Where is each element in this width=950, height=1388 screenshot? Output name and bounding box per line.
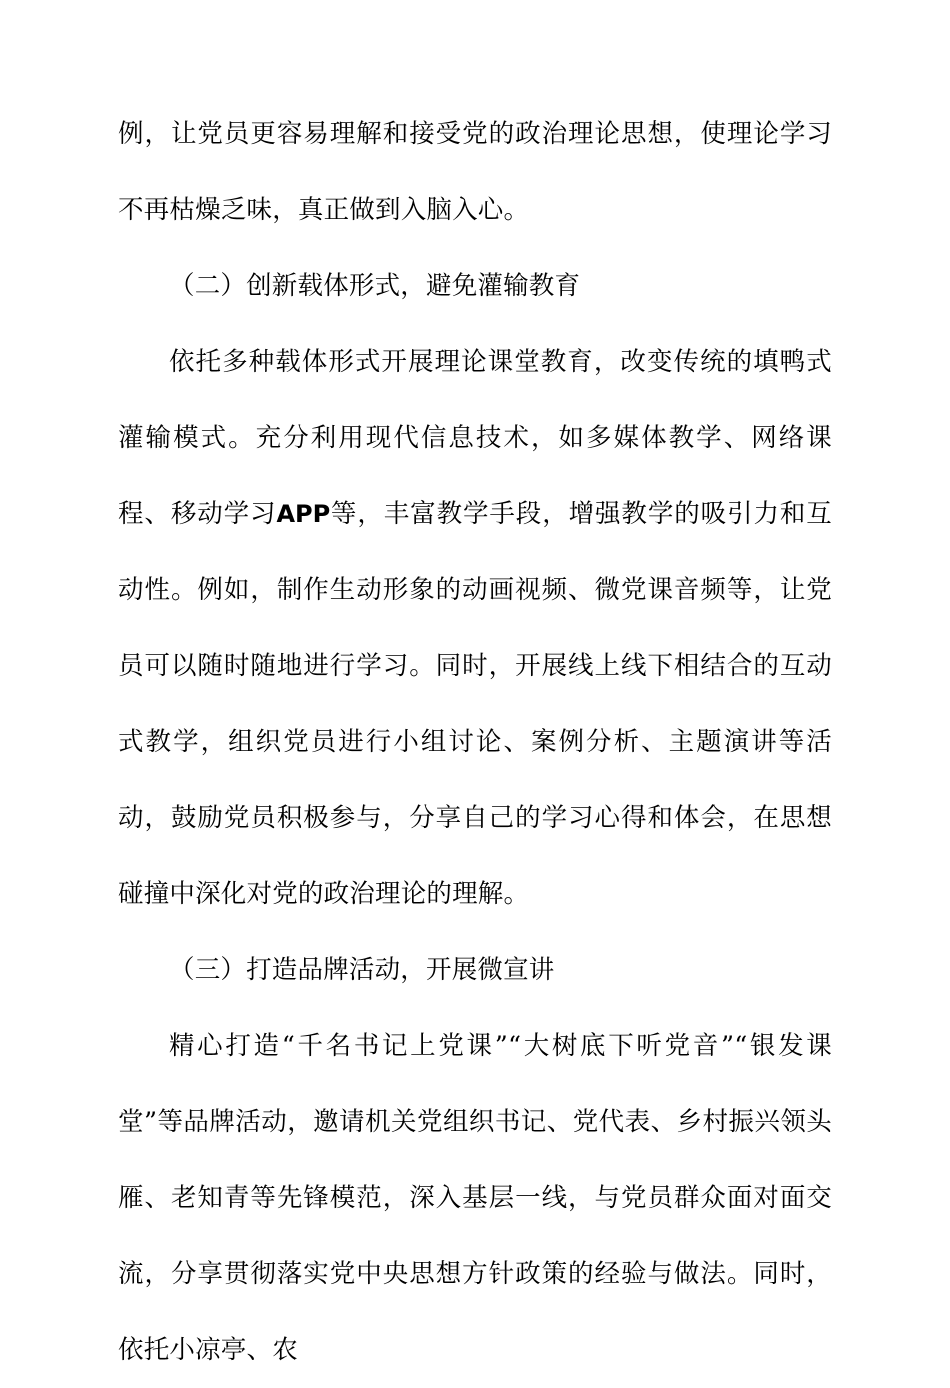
heading-section-two: （二）创新载体形式，避免灌输教育: [169, 271, 581, 301]
paragraph-section-three-body: 精心打造“千名书记上党课”“大树底下听党音”“银发课堂”等品牌活动，邀请机关党组织书记、党代表、乡村振兴领头雁、老知青等先锋模范，深入基层一线，与党员群众面对面交流，分享贯彻落实党中央思想方针政策的经验与做法。同时，依托小凉亭、农: [118, 1031, 832, 1365]
paragraph-section-two-text-after-latin: 等，丰富教学手段，增强教学的吸引力和互动性。例如，制作生动形象的动画视频、微党课音频等，让党员可以随时随地进行学习。同时，开展线上线下相结合的互动式教学，组织党员进行小组讨论、案例分析、主题演讲等活动，鼓励党员积极参与，分享自己的学习心得和体会，在思想碰撞中深化对党的政治理论的理解。: [118, 499, 832, 909]
paragraph-section-two-latin-run: APP: [276, 500, 331, 528]
heading-section-three: （三）打造品牌活动，开展微宣讲: [169, 955, 555, 985]
document-body: [118, 96, 832, 1388]
paragraph-section-two-text-before-latin: 依托多种载体形式开展理论课堂教育，改变传统的填鸭式灌输模式。充分利用现代信息技术，如多媒体教学、网络课程、移动学习: [118, 347, 832, 529]
paragraph-continuation: 例，让党员更容易理解和接受党的政治理论思想，使理论学习不再枯燥乏味，真正做到入脑入心。: [118, 119, 832, 225]
paragraph-section-two-body: [118, 324, 832, 932]
